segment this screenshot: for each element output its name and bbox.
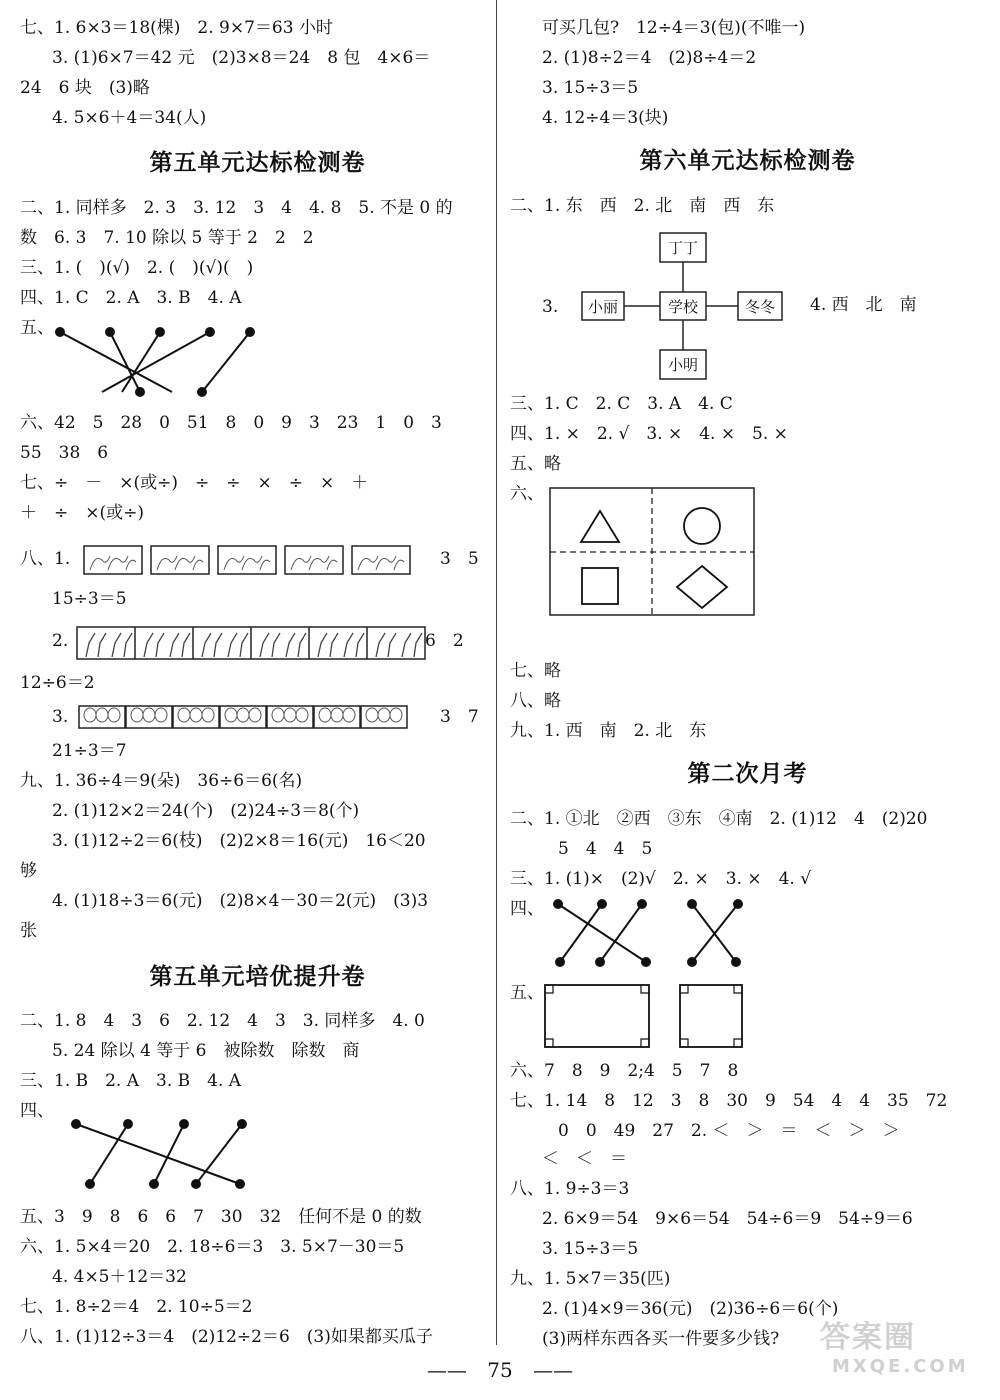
answer-line: 二、1. 同样多 2. 3 3. 12 3 4 4. 8 5. 不是 0 的 <box>20 198 453 218</box>
triangle-shape <box>581 511 619 542</box>
question-label: 八、1. <box>20 549 71 569</box>
answer-line: 4. 5×6＋4＝34(人) <box>52 108 207 128</box>
answer-line: 21÷3＝7 <box>52 741 127 761</box>
page-number: 75 <box>487 1358 513 1382</box>
answer-line: 六、1. 5×4＝20 2. 18÷6＝3 3. 5×7－30＝5 <box>20 1237 405 1257</box>
answer-line: (3)两样东西各买一件要多少钱? <box>542 1329 780 1349</box>
answer-line: 数 6. 3 7. 10 除以 5 等于 2 2 2 <box>20 228 314 248</box>
answer-line: 七、1. 14 8 12 3 8 30 9 54 4 4 35 72 <box>510 1091 948 1111</box>
answer-line: 3. 15÷3＝5 <box>542 78 639 98</box>
dash-left: —— <box>426 1358 467 1382</box>
answer-line: 4. 4×5＋12＝32 <box>52 1267 187 1287</box>
answer-line: 0 0 49 27 2. ＜ ＞ ＝ ＜ ＞ ＞ <box>558 1121 900 1141</box>
answer-line: 七、÷ － ×(或÷) ÷ ÷ × ÷ × ＋ <box>20 473 369 493</box>
answer-line: 2. (1)12×2＝24(个) (2)24÷3＝8(个) <box>52 801 360 821</box>
question-label: 3. <box>52 707 69 727</box>
answer-line: 九、1. 西 南 2. 北 东 <box>510 721 707 741</box>
diamond-shape <box>677 566 727 608</box>
map-label-right: 冬冬 <box>744 298 776 316</box>
answer-line: 八、1. (1)12÷3＝4 (2)12÷2＝6 (3)如果都买瓜子 <box>20 1327 433 1347</box>
question-label: 3. <box>542 297 559 317</box>
answer-line: 九、1. 5×7＝35(匹) <box>510 1269 671 1289</box>
answer-line: 三、1. (1)× (2)√ 2. × 3. × 4. √ <box>510 869 812 889</box>
answer-line: 5. 24 除以 4 等于 6 被除数 除数 商 <box>52 1041 360 1061</box>
watermark-logo: 答案圈 <box>820 1320 916 1355</box>
answer-line: 四、 <box>510 899 544 919</box>
answer-line: 六、42 5 28 0 51 8 0 9 3 23 1 0 3 <box>20 413 442 433</box>
answer-line: 三、1. C 2. C 3. A 4. C <box>510 394 733 414</box>
answer-line: 二、1. 东 西 2. 北 南 西 东 <box>510 196 775 216</box>
answer-line: 张 <box>20 921 37 941</box>
shapes-grid-figure <box>548 486 758 618</box>
answer-line: 四、 <box>20 1101 54 1121</box>
answer-line: 够 <box>20 861 37 881</box>
direction-map-figure <box>580 230 790 382</box>
answer-line: 3. (1)12÷2＝6(枝) (2)2×8＝16(元) 16＜20 <box>52 831 426 851</box>
section-title-monthly: 第二次月考 <box>687 761 808 787</box>
answer-line: 3. 15÷3＝5 <box>542 1239 639 1259</box>
answer-line: 三、1. ( )(√) 2. ( )(√)( ) <box>20 258 254 278</box>
section-title-unit5-advanced: 第五单元培优提升卷 <box>149 964 366 990</box>
map-label-center: 学校 <box>667 298 699 316</box>
map-label-bottom: 小明 <box>667 356 699 374</box>
answer-line: 12÷6＝2 <box>20 673 95 693</box>
answer-values: 6 2 <box>425 631 464 651</box>
balloon-groups-figure <box>78 704 418 732</box>
answer-line: 八、1. 9÷3＝3 <box>510 1179 630 1199</box>
question-label: 2. <box>52 631 69 651</box>
answer-line: 可买几包? 12÷4＝3(包)(不唯一) <box>542 18 806 38</box>
answer-line: 六、7 8 9 2;4 5 7 8 <box>510 1061 739 1081</box>
answer-values: 3 7 <box>440 707 479 727</box>
watermark-url: MXQE.COM <box>832 1356 969 1377</box>
answer-line: 三、1. B 2. A 3. B 4. A <box>20 1071 242 1091</box>
animal-groups-figure <box>82 544 414 576</box>
column-divider <box>496 0 497 1345</box>
section-title-unit6: 第六单元达标检测卷 <box>639 148 856 174</box>
matching-lines-figure <box>52 322 292 402</box>
answer-line: 七、1. 8÷2＝4 2. 10÷5＝2 <box>20 1297 253 1317</box>
answer-line: 二、1. 8 4 3 6 2. 12 4 3 3. 同样多 4. 0 <box>20 1011 425 1031</box>
giraffe-groups-figure <box>76 626 428 662</box>
answer-line: 4. 12÷4＝3(块) <box>542 108 669 128</box>
answer-values: 3 5 <box>440 549 479 569</box>
answer-line: 四、1. C 2. A 3. B 4. A <box>20 288 242 308</box>
answer-line: 九、1. 36÷4＝9(朵) 36÷6＝6(名) <box>20 771 303 791</box>
answer-line: 4. (1)18÷3＝6(元) (2)8×4－30＝2(元) (3)3 <box>52 891 429 911</box>
square-shape <box>582 568 618 604</box>
answer-line: 七、1. 6×3＝18(棵) 2. 9×7＝63 小时 <box>20 18 333 38</box>
answer-line: 五、3 9 8 6 6 7 30 32 任何不是 0 的数 <box>20 1207 422 1227</box>
answer-line: 15÷3＝5 <box>52 589 127 609</box>
answer-line: 八、略 <box>510 691 561 711</box>
answer-line: 5 4 4 5 <box>558 839 653 859</box>
answer-line: 2. (1)8÷2＝4 (2)8÷4＝2 <box>542 48 757 68</box>
answer-line: 24 6 块 (3)略 <box>20 78 150 98</box>
map-label-left: 小丽 <box>587 298 619 316</box>
answer-line: 五、略 <box>510 454 561 474</box>
page-footer <box>0 1358 1000 1382</box>
answer-line: 4. 西 北 南 <box>810 295 917 315</box>
answer-line: 五、 <box>20 318 54 338</box>
crossing-lines-figure <box>68 1112 268 1192</box>
dash-right: —— <box>533 1358 574 1382</box>
answer-line: 二、1. ①北 ②西 ③东 ④南 2. (1)12 4 (2)20 <box>510 809 928 829</box>
answer-line: 五、 <box>510 983 544 1003</box>
circle-shape <box>684 508 720 544</box>
answer-line: 七、略 <box>510 661 561 681</box>
rectangles-figure <box>542 982 752 1052</box>
crossing-lines-figure-2 <box>552 898 752 968</box>
answer-line: 55 38 6 <box>20 443 109 463</box>
section-title-unit5: 第五单元达标检测卷 <box>149 150 366 176</box>
answer-line: 六、 <box>510 484 544 504</box>
answer-line: ＋ ÷ ×(或÷) <box>20 503 144 523</box>
answer-line: 3. (1)6×7＝42 元 (2)3×8＝24 8 包 4×6＝ <box>52 48 431 68</box>
answer-line: 2. 6×9＝54 9×6＝54 54÷6＝9 54÷9＝6 <box>542 1209 913 1229</box>
answer-line: 四、1. × 2. √ 3. × 4. × 5. × <box>510 424 788 444</box>
map-label-top: 丁丁 <box>667 239 699 257</box>
answer-line: 2. (1)4×9＝36(元) (2)36÷6＝6(个) <box>542 1299 839 1319</box>
answer-line: ＜ ＜ ＝ <box>542 1149 627 1169</box>
